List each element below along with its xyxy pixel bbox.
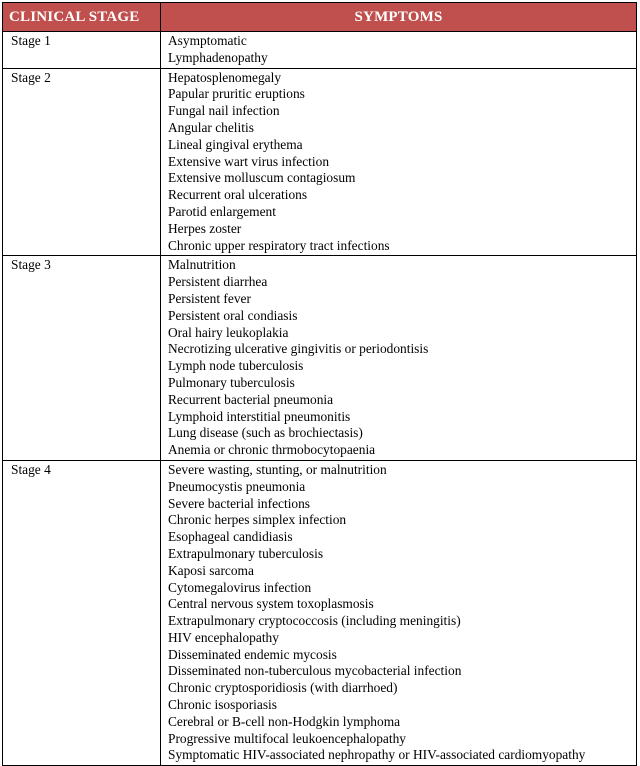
symptom-item: Chronic isosporiasis [168,697,277,713]
symptom-item: Recurrent bacterial pneumonia [168,391,334,407]
symptom-item: Cytomegalovirus infection [168,579,312,595]
symptom-item: Disseminated endemic mycosis [168,646,337,662]
symptom-item: Pulmonary tuberculosis [168,374,295,390]
symptom-item: Malnutrition [168,257,236,273]
symptom-item: Kaposi sarcoma [168,562,254,578]
symptom-item: Persistent fever [168,290,251,306]
stage-cell: Stage 2 [3,68,161,256]
stage-cell: Stage 4 [3,460,161,765]
symptom-item: Lymphoid interstitial pneumonitis [168,408,351,424]
symptom-item: Pneumocystis pneumonia [168,478,306,494]
symptom-item: Oral hairy leukoplakia [168,324,289,340]
symptom-item: Disseminated non-tuberculous mycobacterial infection [168,663,462,679]
symptom-item: Asymptomatic [168,33,247,48]
symptom-item: Papular pruritic eruptions [168,86,305,102]
table-body [3,32,637,766]
symptom-item: Extensive molluscum contagiosum [168,170,356,186]
symptom-item: Chronic herpes simplex infection [168,512,347,528]
symptom-item: HIV encephalopathy [168,629,279,645]
symptom-item: Extrapulmonary tuberculosis [168,545,324,561]
header-clinical-stage: CLINICAL STAGE [3,3,161,32]
symptoms-cell [161,68,637,256]
symptom-item: Cerebral or B-cell non-Hodgkin lymphoma [168,713,401,729]
symptom-item: Extrapulmonary cryptococcosis (including meningitis) [168,613,461,629]
table-row [3,460,637,765]
stage-cell: Stage 1 [3,32,161,69]
symptoms-cell [161,460,637,765]
symptom-item: Necrotizing ulcerative gingivitis or periodontisis [168,341,429,357]
symptom-item: Progressive multifocal leukoencephalopathy [168,730,406,746]
symptom-item: Herpes zoster [168,220,242,236]
symptom-item: Hepatosplenomegaly [168,69,282,85]
symptom-item: Severe wasting, stunting, or malnutrition [168,461,387,477]
symptom-item: Chronic upper respiratory tract infections [168,237,390,253]
symptoms-cell [161,32,637,69]
symptom-item: Persistent diarrhea [168,274,268,290]
table-row [3,32,637,69]
symptom-item: Lymph node tuberculosis [168,358,304,374]
symptom-item: Chronic cryptosporidiosis (with diarrhoed) [168,680,398,696]
symptom-item: Parotid enlargement [168,203,276,219]
table-row [3,256,637,461]
stage-cell: Stage 3 [3,256,161,461]
symptom-item: Symptomatic HIV-associated nephropathy or HIV-associated cardiomyopathy [168,747,586,763]
symptom-item: Lymphadenopathy [168,49,268,65]
header-row [3,3,637,32]
table-row [3,68,637,256]
symptom-item: Extensive wart virus infection [168,153,330,169]
symptom-item: Fungal nail infection [168,103,280,119]
symptoms-cell [161,256,637,461]
symptom-item: Severe bacterial infections [168,495,311,511]
symptom-item: Anemia or chronic thrmobocytopaenia [168,442,376,458]
symptom-item: Recurrent oral ulcerations [168,187,308,203]
symptom-item: Persistent oral condiasis [168,307,298,323]
header-symptoms: SYMPTOMS [161,3,637,32]
symptom-item: Lineal gingival erythema [168,136,303,152]
symptom-item: Angular chelitis [168,119,254,135]
clinical-stage-table [2,2,637,766]
symptom-item: Esophageal candidiasis [168,529,293,545]
symptom-item: Lung disease (such as brochiectasis) [168,425,363,441]
symptom-item: Central nervous system toxoplasmosis [168,596,374,612]
